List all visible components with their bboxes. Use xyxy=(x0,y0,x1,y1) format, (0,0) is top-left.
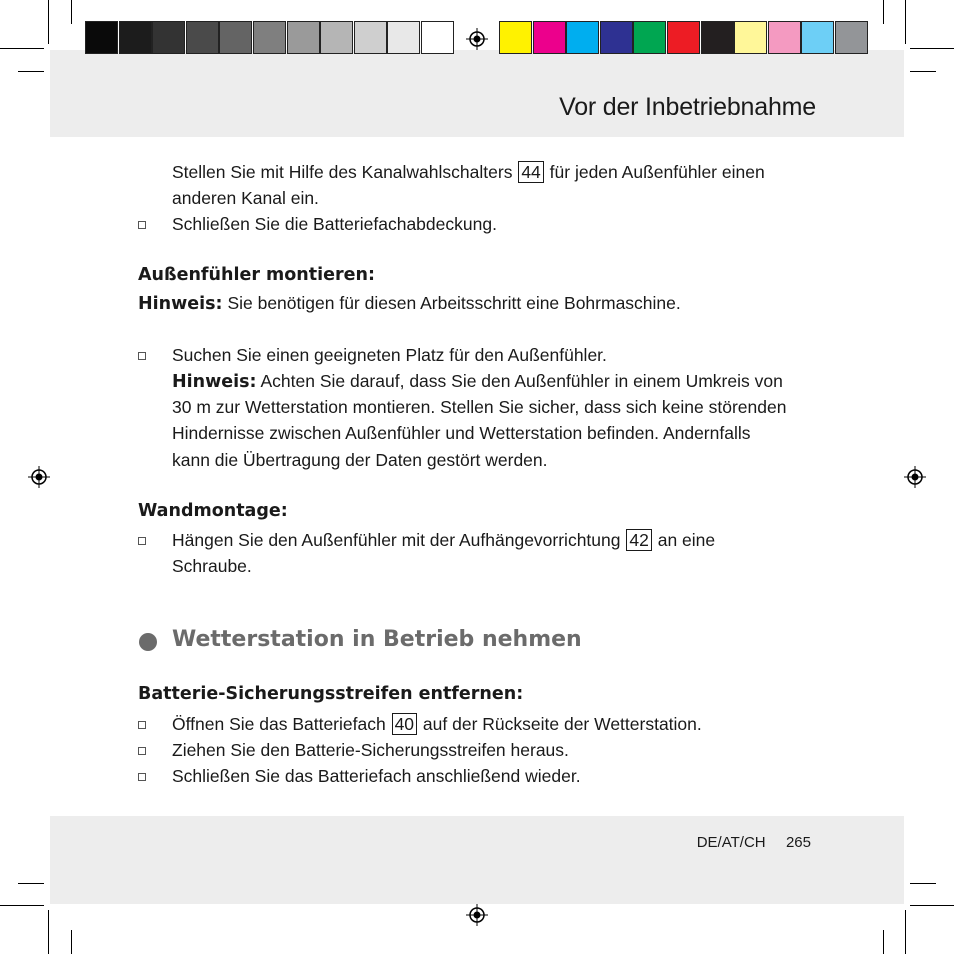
checkbox-bullet-icon xyxy=(138,221,146,229)
list-item: Schließen Sie die Batteriefachabdeckung. xyxy=(172,214,497,234)
checkbox-bullet-icon xyxy=(138,747,146,755)
text: Achten Sie darauf, dass Sie den Außenfühler in einem Umkreis von xyxy=(260,371,783,391)
subheading: Batterie-Sicherungsstreifen entfernen: xyxy=(138,684,524,704)
crop-mark xyxy=(910,883,936,884)
color-swatch xyxy=(633,21,666,54)
color-swatch xyxy=(801,21,834,54)
registration-mark-icon xyxy=(466,28,488,50)
color-swatch xyxy=(533,21,566,54)
page-footer xyxy=(697,834,811,851)
registration-mark-icon xyxy=(466,904,488,926)
subheading: Außenfühler montieren: xyxy=(138,265,375,285)
text: an eine xyxy=(657,530,716,550)
crop-mark xyxy=(905,910,906,954)
color-swatch xyxy=(600,21,633,54)
color-swatch xyxy=(387,21,420,54)
crop-mark xyxy=(0,905,44,906)
checkbox-bullet-icon xyxy=(138,352,146,360)
region-label: DE/AT/CH xyxy=(696,834,766,851)
section-bullet-icon xyxy=(139,633,157,651)
registration-mark-icon xyxy=(904,466,926,488)
color-swatch xyxy=(701,21,734,54)
crop-mark xyxy=(910,71,936,72)
registration-mark-icon xyxy=(28,466,50,488)
text-line: Schraube. xyxy=(172,556,252,576)
color-swatch xyxy=(667,21,700,54)
list-item: Schließen Sie das Batteriefach anschließend wieder. xyxy=(172,766,581,786)
checkbox-bullet-icon xyxy=(138,773,146,781)
crop-mark xyxy=(71,930,72,954)
page-number: 265 xyxy=(785,834,811,851)
checkbox-bullet-icon xyxy=(138,721,146,729)
color-swatch xyxy=(219,21,252,54)
color-swatch xyxy=(186,21,219,54)
page-title: Vor der Inbetriebnahme xyxy=(559,93,816,121)
reference-number: 44 xyxy=(518,161,543,183)
crop-mark xyxy=(910,905,954,906)
footer-band xyxy=(50,816,904,904)
text: Hängen Sie den Außenfühler mit der Aufhängevorrichtung xyxy=(172,530,621,550)
crop-mark xyxy=(18,883,44,884)
color-swatch xyxy=(566,21,599,54)
crop-mark xyxy=(48,910,49,954)
crop-mark xyxy=(18,71,44,72)
text-line xyxy=(172,159,765,185)
color-swatch xyxy=(768,21,801,54)
crop-mark xyxy=(905,0,906,44)
color-swatch xyxy=(287,21,320,54)
note-line xyxy=(172,368,783,395)
text-line: anderen Kanal ein. xyxy=(172,188,319,208)
color-swatch xyxy=(85,21,118,54)
crop-mark xyxy=(910,48,954,49)
text-line: Hindernisse zwischen Außenfühler und Wetterstation befinden. Andernfalls xyxy=(172,423,751,443)
subheading: Wandmontage: xyxy=(138,501,288,521)
text: Öffnen Sie das Batteriefach xyxy=(172,714,386,734)
list-item: Suchen Sie einen geeigneten Platz für den Außenfühler. xyxy=(172,345,607,365)
color-swatch xyxy=(499,21,532,54)
text-line: kann die Übertragung der Daten gestört werden. xyxy=(172,450,548,470)
color-swatch xyxy=(835,21,868,54)
color-swatch xyxy=(320,21,353,54)
color-swatch xyxy=(152,21,185,54)
text: Stellen Sie mit Hilfe des Kanalwahlschalters xyxy=(172,162,513,182)
text: Sie benötigen für diesen Arbeitsschritt eine Bohrmaschine. xyxy=(227,293,681,313)
note-label: Hinweis: xyxy=(172,372,257,392)
text: auf der Rückseite der Wetterstation. xyxy=(422,714,702,734)
list-item xyxy=(172,527,715,553)
text-line: 30 m zur Wetterstation montieren. Stellen Sie sicher, dass sich keine störenden xyxy=(172,397,787,417)
reference-number: 40 xyxy=(392,713,417,735)
list-item xyxy=(172,711,702,737)
crop-mark xyxy=(71,0,72,24)
note-label: Hinweis: xyxy=(138,294,223,314)
color-swatch xyxy=(421,21,454,54)
section-title: Wetterstation in Betrieb nehmen xyxy=(172,627,582,652)
checkbox-bullet-icon xyxy=(138,537,146,545)
color-swatch xyxy=(354,21,387,54)
crop-mark xyxy=(883,0,884,24)
crop-mark xyxy=(0,48,44,49)
crop-mark xyxy=(883,930,884,954)
color-swatch xyxy=(253,21,286,54)
crop-mark xyxy=(48,0,49,44)
reference-number: 42 xyxy=(626,529,651,551)
list-item: Ziehen Sie den Batterie-Sicherungsstreifen heraus. xyxy=(172,740,569,760)
color-swatch xyxy=(119,21,152,54)
text: für jeden Außenfühler einen xyxy=(549,162,765,182)
note-line xyxy=(138,290,681,317)
color-swatch xyxy=(734,21,767,54)
